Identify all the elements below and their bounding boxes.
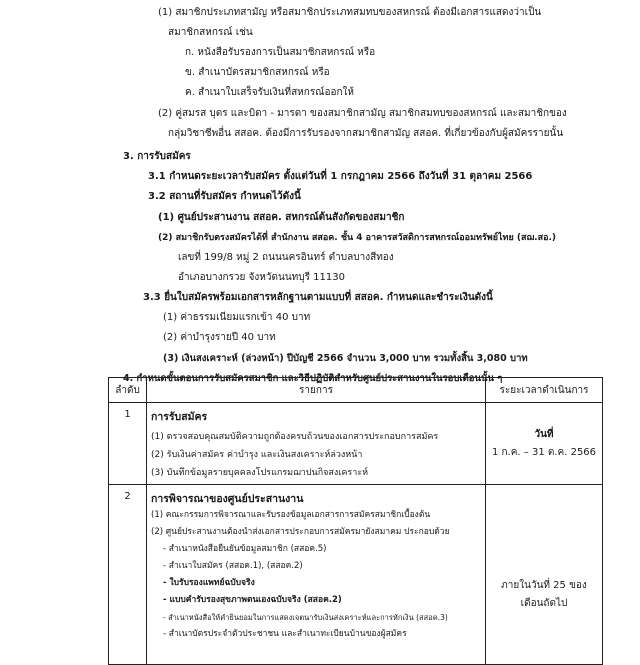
- row-line: - แบบคำรับรองสุขภาพตนเองฉบับจริง (สสอค.2): [163, 595, 342, 605]
- item2-line1: (2) คู่สมรส บุตร และบิดา - มารดา ของสมาชิกสามัญ สมาชิกสมทบของสหกรณ์ และสมาชิกของ: [158, 108, 567, 119]
- row-number: 2: [109, 485, 147, 665]
- sub-item-c: ค. สำเนาใบเสร็จรับเงินที่สหกรณ์ออกให้: [185, 87, 355, 98]
- duration-line2: 1 ก.ค. – 31 ต.ค. 2566: [491, 446, 597, 458]
- registration-period: 3.1 กำหนดระยะเวลารับสมัคร ตั้งแต่วันที่ 1 กรกฎาคม 2566 ถึงวันที่ 31 ตุลาคม 2566: [148, 171, 533, 182]
- registration-place: 3.2 สถานที่รับสมัคร กำหนดไว้ดังนี้: [148, 191, 301, 202]
- procedure-table: [108, 377, 603, 665]
- fee-annual: (2) ค่าบำรุงรายปี 40 บาท: [163, 332, 276, 343]
- sub-item-a: ก. หนังสือรับรองการเป็นสมาชิกสหกรณ์ หรือ: [185, 47, 376, 58]
- row-line: (1) ตรวจสอบคุณสมบัติความถูกต้องครบถ้วนของเอกสารประกอบการสมัคร: [151, 432, 439, 442]
- row-number: 1: [109, 403, 147, 485]
- header-duration: ระยะเวลาดำเนินการ: [486, 378, 603, 403]
- header-order: ลำดับ: [109, 378, 147, 403]
- item1-line2: สมาชิกสหกรณ์ เช่น: [168, 27, 253, 38]
- sub-item-b: ข. สำเนาบัตรสมาชิกสหกรณ์ หรือ: [185, 67, 330, 78]
- row-line: - สำเนาหนังสือยืนยันข้อมูลสมาชิก (สสอค.5): [163, 544, 327, 554]
- item1-line1: (1) สมาชิกประเภทสามัญ หรือสมาชิกประเภทสมทบของสหกรณ์ ต้องมีเอกสารแสดงว่าเป็น: [158, 7, 542, 18]
- place-direct-office-line2: เลขที่ 199/8 หมู่ 2 ถนนนครอินทร์ ตำบลบางสีทอง: [178, 252, 394, 263]
- row-line: - สำเนาบัตรประจำตัวประชาชน และสำเนาทะเบียนบ้านของผู้สมัคร: [163, 629, 407, 639]
- row-line: (2) ศูนย์ประสานงานต้องนำส่งเอกสารประกอบการสมัครมายังสมาคม ประกอบด้วย: [151, 527, 450, 537]
- row-title: การรับสมัคร: [151, 411, 208, 423]
- section4-heading: 4. กำหนดขั้นตอนการรับสมัครสมาชิก และวิธีปฏิบัติสำหรับศูนย์ประสานงานในรอบเดือนนั้น ๆ: [123, 373, 503, 384]
- fee-entrance: (1) ค่าธรรมเนียมแรกเข้า 40 บาท: [163, 312, 311, 323]
- row-title: การพิจารณาของศูนย์ประสานงาน: [151, 493, 304, 505]
- place-direct-office-line3: อำเภอบางกรวย จังหวัดนนทบุรี 11130: [178, 272, 345, 283]
- place-coordination-center: (1) ศูนย์ประสานงาน สสอค. สหกรณ์ต้นสังกัดของสมาชิก: [158, 212, 405, 223]
- place-direct-office-line1: (2) สมาชิกรับตรงสมัครได้ที่ สำนักงาน สสอค. ชั้น 4 อาคารสวัสดิการสหกรณ์ออมทรัพย์ไทย (สฌ.สอ.): [158, 233, 557, 243]
- row-content: [147, 403, 486, 485]
- row-line: - สำเนาหนังสือให้คำยินยอมในการแสดงเจตนารับเงินสงเคราะห์และการหักเงิน (สสอค.3): [163, 613, 448, 622]
- section3-heading: 3. การรับสมัคร: [123, 151, 191, 162]
- header-item: รายการ: [147, 378, 486, 403]
- duration-line1: วันที่: [534, 428, 554, 440]
- row-duration: [486, 485, 603, 665]
- row-line: - สำเนาใบสมัคร (สสอค.1), (สสอค.2): [163, 561, 303, 571]
- table-row: [109, 485, 603, 665]
- row-duration: [486, 403, 603, 485]
- row-line: (2) รับเงินค่าสมัคร ค่าบำรุง และเงินสงเคราะห์ล่วงหน้า: [151, 450, 363, 460]
- fee-advance-total: (3) เงินสงเคราะห์ (ล่วงหน้า) ปีบัญชี 2566 จำนวน 3,000 บาท รวมทั้งสิ้น 3,080 บาท: [163, 353, 528, 364]
- duration-line2: เดือนถัดไป: [520, 597, 568, 609]
- submission-heading: 3.3 ยื่นใบสมัครพร้อมเอกสารหลักฐานตามแบบที่ สสอค. กำหนดและชำระเงินดังนี้: [143, 292, 493, 303]
- duration-line1: ภายในวันที่ 25 ของ: [501, 579, 587, 591]
- row-line: (1) คณะกรรมการพิจารณาและรับรองข้อมูลเอกสารการสมัครสมาชิกเบื้องต้น: [151, 510, 431, 520]
- row-line: (3) บันทึกข้อมูลรายบุคคลงโปรแกรมฌาปนกิจสงเคราะห์: [151, 468, 369, 478]
- table-header-row: [109, 378, 603, 403]
- row-line: - ใบรับรองแพทย์ฉบับจริง: [163, 578, 255, 588]
- item2-line2: กลุ่มวิชาชีพอื่น สสอค. ต้องมีการรับรองจากสมาชิกสามัญ สสอค. ที่เกี่ยวข้องกับผู้สมัครรายนั้น: [168, 128, 564, 139]
- table-row: [109, 403, 603, 485]
- row-content: [147, 485, 486, 665]
